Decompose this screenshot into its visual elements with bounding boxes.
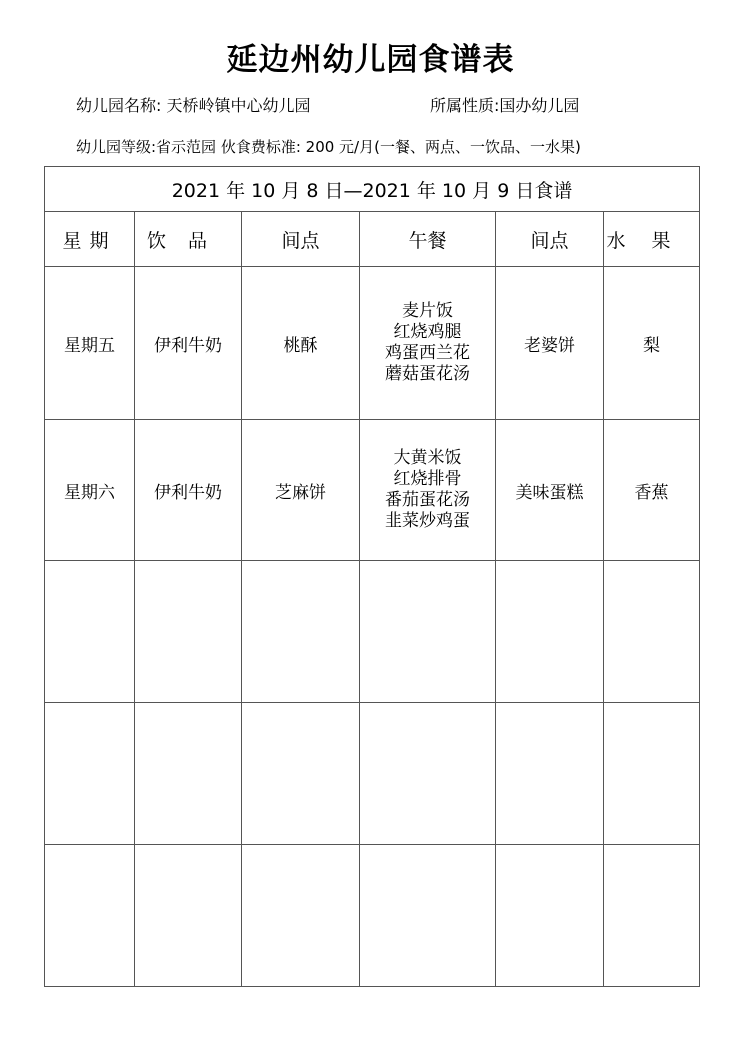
- header-fruit: 水果: [604, 212, 700, 267]
- lunch-item: 大黄米饭: [393, 448, 462, 468]
- empty-cell: [496, 845, 604, 987]
- empty-cell: [604, 561, 700, 703]
- lunch-cell: [360, 267, 496, 420]
- snack-1-cell: 桃酥: [242, 267, 360, 420]
- empty-cell: [360, 845, 496, 987]
- header-snack-1: 间点: [242, 212, 360, 267]
- weekday-cell: 星期六: [45, 420, 135, 561]
- drink-cell: 伊利牛奶: [135, 420, 242, 561]
- page-title: 延边州幼儿园食谱表: [226, 42, 515, 78]
- empty-cell: [45, 561, 135, 703]
- header-drink: 饮品: [135, 212, 242, 267]
- lunch-item: 番茄蛋花汤: [385, 490, 470, 510]
- snack-1-cell: 芝麻饼: [242, 420, 360, 561]
- kindergarten-level-fee: 幼儿园等级:省示范园 伙食费标准: 200 元/月(一餐、两点、一饮品、一水果): [76, 138, 581, 156]
- empty-row: [45, 845, 700, 987]
- empty-cell: [45, 845, 135, 987]
- empty-cell: [604, 703, 700, 845]
- empty-cell: [242, 845, 360, 987]
- lunch-cell: [360, 420, 496, 561]
- fruit-cell: 梨: [604, 267, 700, 420]
- empty-row: [45, 561, 700, 703]
- weekday-cell: 星期五: [45, 267, 135, 420]
- lunch-item: 红烧排骨: [393, 469, 462, 489]
- empty-cell: [496, 703, 604, 845]
- date-range-cell: 2021 年 10 月 8 日—2021 年 10 月 9 日食谱: [45, 167, 700, 212]
- empty-cell: [135, 703, 242, 845]
- empty-cell: [496, 561, 604, 703]
- snack-2-cell: 老婆饼: [496, 267, 604, 420]
- empty-cell: [360, 703, 496, 845]
- empty-cell: [135, 561, 242, 703]
- header-weekday: 星期: [45, 212, 135, 267]
- empty-cell: [604, 845, 700, 987]
- lunch-item: 蘑菇蛋花汤: [385, 364, 470, 384]
- lunch-item: 鸡蛋西兰花: [385, 343, 470, 363]
- table-row: [45, 267, 700, 420]
- empty-cell: [135, 845, 242, 987]
- empty-row: [45, 703, 700, 845]
- kindergarten-nature: 所属性质:国办幼儿园: [430, 96, 580, 115]
- empty-cell: [360, 561, 496, 703]
- empty-cell: [242, 703, 360, 845]
- snack-2-cell: 美味蛋糕: [496, 420, 604, 561]
- lunch-item: 红烧鸡腿: [393, 322, 462, 342]
- empty-cell: [242, 561, 360, 703]
- empty-cell: [45, 703, 135, 845]
- drink-cell: 伊利牛奶: [135, 267, 242, 420]
- lunch-item: 麦片饭: [402, 301, 453, 321]
- header-lunch: 午餐: [360, 212, 496, 267]
- kindergarten-name: 幼儿园名称: 天桥岭镇中心幼儿园: [76, 96, 311, 115]
- lunch-item: 韭菜炒鸡蛋: [385, 511, 470, 531]
- menu-table: [44, 166, 700, 987]
- header-snack-2: 间点: [496, 212, 604, 267]
- table-row: [45, 420, 700, 561]
- fruit-cell: 香蕉: [604, 420, 700, 561]
